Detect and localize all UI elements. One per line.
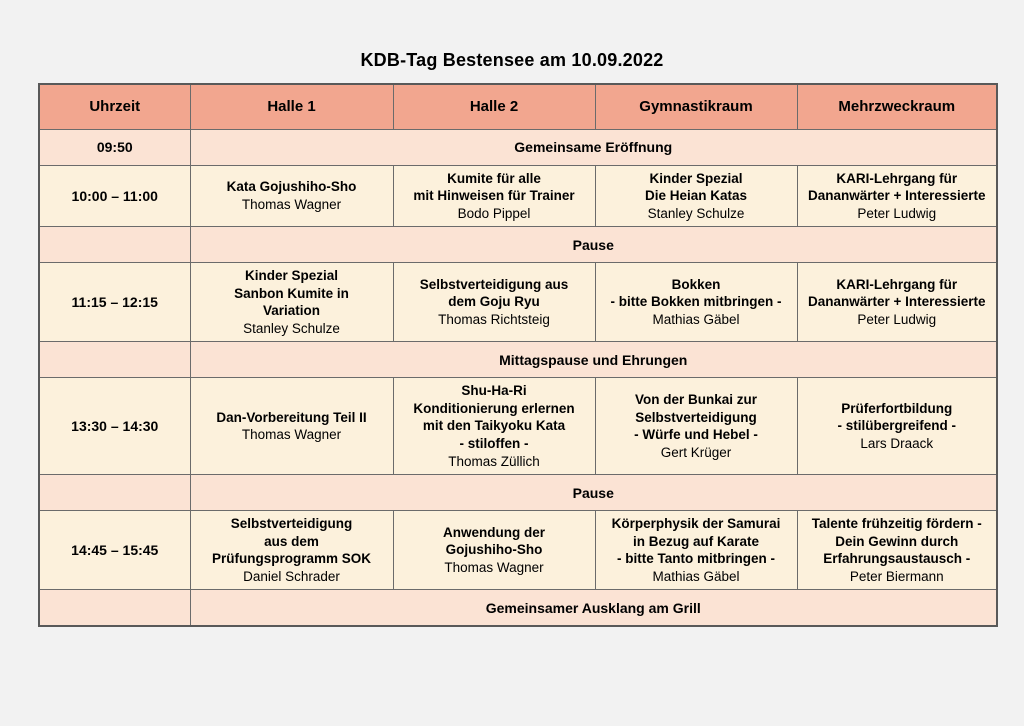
session-title-line: aus dem [264,533,319,549]
session-title-line: Shu-Ha-Ri [461,383,527,399]
trainer-name: Thomas Wagner [444,559,544,575]
session-title-line: Konditionierung erlernen [413,400,575,416]
trainer-name: Mathias Gäbel [652,568,740,584]
session-cell [190,263,393,342]
session-cell [393,511,595,590]
session-title-line: mit Hinweisen für Trainer [413,188,575,204]
trainer-name: Stanley Schulze [647,205,745,221]
session-title [601,515,792,568]
session-cell [595,263,797,342]
session-title-line: - stiloffen - [459,435,529,451]
time-cell: 11:15 – 12:15 [39,263,190,342]
session-title-line: Kata Gojushiho-Sho [226,179,357,195]
trainer-name: Thomas Wagner [241,427,342,443]
session-title [803,515,992,568]
span-row-label: Gemeinsamer Ausklang am Grill [190,590,997,626]
session-title [803,170,992,205]
span-row-label: Mittagspause und Ehrungen [190,342,997,378]
trainer-name: Peter Ludwig [857,312,937,327]
session-title-line: Selbstverteidigung [635,409,757,425]
trainer-name: Daniel Schrader [243,568,340,584]
session-cell [190,378,393,475]
session-title [399,382,590,452]
session-title-line: Sanbon Kumite in [234,285,349,301]
trainer-name: Thomas Richtsteig [438,312,550,327]
session-title [601,391,792,444]
session-title-line: - Würfe und Hebel - [634,427,758,443]
span-row-label: Gemeinsame Eröffnung [190,129,997,165]
session-title-line: - stilübergreifend - [837,418,956,434]
session-title-line: Anwendung der [443,524,545,540]
column-header-gymnastikraum: Gymnastikraum [595,84,797,129]
span-row [39,227,997,263]
time-cell: 10:00 – 11:00 [39,165,190,227]
session-title-line: Kumite für alle [447,170,541,186]
session-title [399,170,590,205]
session-title [196,178,388,196]
session-row [39,511,997,590]
column-header-mehrzweckraum: Mehrzweckraum [797,84,997,129]
session-cell [190,165,393,227]
session-title-line: KARI-Lehrgang für [836,170,958,186]
span-row [39,475,997,511]
trainer-name: Gert Krüger [660,444,732,460]
session-title [196,515,388,568]
session-title-line: Variation [262,303,321,319]
session-title [196,267,388,320]
session-title [601,276,792,311]
span-row-label: Pause [190,227,997,263]
session-title-line: Prüferfortbildung [841,400,953,416]
session-title-line: Selbstverteidigung [230,516,353,532]
session-title-line: Bokken [671,276,721,292]
session-cell [190,511,393,590]
session-cell [797,165,997,227]
session-title-line: Talente frühzeitig fördern - [811,516,982,532]
time-cell [39,227,190,263]
time-cell: 14:45 – 15:45 [39,511,190,590]
time-cell: 13:30 – 14:30 [39,378,190,475]
session-title-line: - bitte Bokken mitbringen - [610,294,782,310]
session-title [399,276,590,311]
schedule-body [39,129,997,626]
schedule-table [38,83,998,627]
time-cell [39,590,190,626]
session-cell [797,263,997,342]
session-title-line: Dananwärter + Interessierte [808,188,986,204]
trainer-name: Thomas Züllich [448,453,540,469]
trainer-name: Peter Ludwig [857,205,937,221]
session-row [39,378,997,475]
session-cell [595,378,797,475]
trainer-name: Peter Biermann [849,568,944,584]
trainer-name: Bodo Pippel [457,205,531,221]
session-title-line: Dan-Vorbereitung Teil II [216,409,367,425]
time-cell [39,342,190,378]
session-title-line: Körperphysik der Samurai [611,516,781,532]
span-row [39,129,997,165]
session-cell [595,511,797,590]
session-title-line: Von der Bunkai zur [634,392,757,408]
session-title-line: - bitte Tanto mitbringen - [617,551,775,567]
session-title [399,524,590,559]
session-title-line: in Bezug auf Karate [632,533,760,549]
trainer-name: Mathias Gäbel [652,312,740,327]
time-cell [39,475,190,511]
session-title-line: dem Goju Ryu [448,294,540,310]
column-header-halle-1: Halle 1 [190,84,393,129]
session-title [803,400,992,435]
session-title [196,409,388,427]
session-cell [797,378,997,475]
span-row [39,590,997,626]
page-title: KDB-Tag Bestensee am 10.09.2022 [360,50,664,70]
session-cell [393,263,595,342]
column-header-uhrzeit: Uhrzeit [39,84,190,129]
session-title-line: Dananwärter + Interessierte [808,294,986,310]
trainer-name: Lars Draack [860,435,934,451]
session-title-line: Erfahrungsaustausch - [823,551,971,567]
column-header-halle-2: Halle 2 [393,84,595,129]
session-title-line: Prüfungsprogramm SOK [211,551,371,567]
session-title [601,170,792,205]
session-title-line: Kinder Spezial [244,268,339,284]
header-row [39,84,997,129]
span-row [39,342,997,378]
session-title-line: Die Heian Katas [644,188,748,204]
trainer-name: Stanley Schulze [243,320,340,336]
time-cell: 09:50 [39,129,190,165]
session-title [803,276,992,311]
session-row [39,263,997,342]
session-cell [393,378,595,475]
session-title-line: KARI-Lehrgang für [836,276,958,292]
trainer-name: Thomas Wagner [241,196,342,212]
session-cell [393,165,595,227]
session-title-line: Selbstverteidigung aus [419,276,569,292]
session-title-line: mit den Taikyoku Kata [422,418,566,434]
session-title-line: Gojushiho-Sho [445,542,543,558]
session-cell [797,511,997,590]
session-title-line: Dein Gewinn durch [835,533,959,549]
session-row [39,165,997,227]
span-row-label: Pause [190,475,997,511]
session-cell [595,165,797,227]
session-title-line: Kinder Spezial [649,170,743,186]
